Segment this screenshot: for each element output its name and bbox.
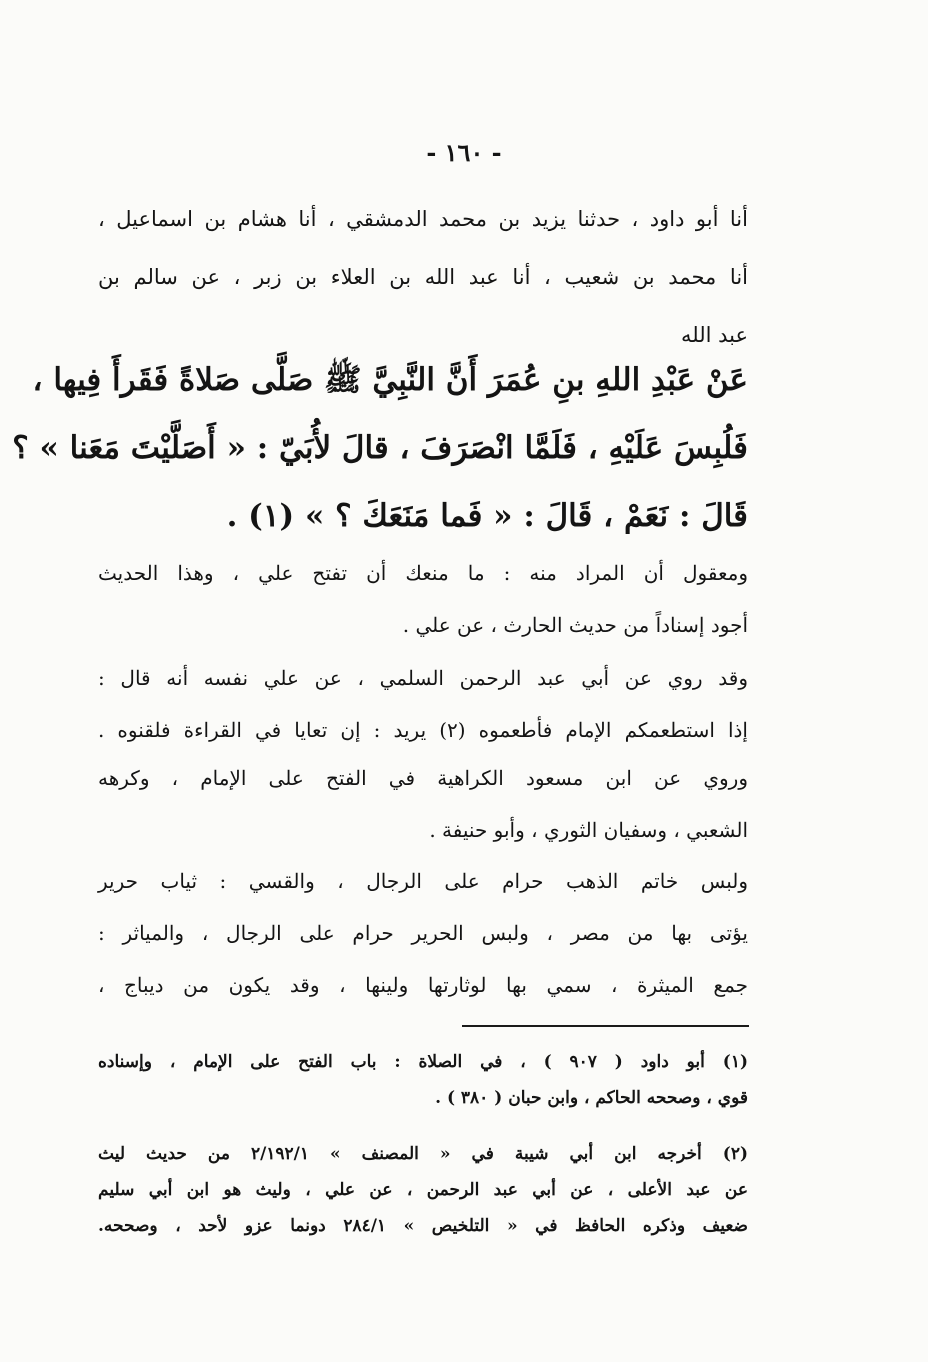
- footnote-2: [98, 1136, 748, 1244]
- paragraph-line: إذا استطعمكم الإمام فأطعموه (٢) يريد : إن تعايا في القراءة فلقنوه .: [98, 718, 748, 742]
- paragraph-line: ولبس خاتم الذهب حرام على الرجال ، والقسي : ثياب حرير: [98, 869, 748, 893]
- isnad-line: عبد الله: [680, 323, 748, 347]
- commentary-paragraph: [98, 547, 748, 651]
- footnote-line: ضعيف وذكره الحافظ في « التلخيص » ٢٨٤/١ دونما عزو لأحد ، وصححه.: [98, 1216, 748, 1236]
- paragraph-line: يؤتى بها من مصر ، ولبس الحرير حرام على الرجال ، والمياثر :: [98, 921, 748, 945]
- footnote-1: [98, 1044, 748, 1116]
- footnote-line: قوي ، وصححه الحاكم ، وابن حبان ( ٣٨٠ ) .: [435, 1088, 748, 1108]
- commentary-paragraph: [98, 652, 748, 756]
- isnad-line: أنا أبو داود ، حدثنا يزيد بن محمد الدمشقي ، أنا هشام بن اسماعيل ،: [98, 207, 748, 231]
- paragraph-line: ومعقول أن المراد منه : ما منعك أن تفتح علي ، وهذا الحديث: [98, 561, 748, 585]
- footnote-separator: [462, 1025, 749, 1027]
- commentary-paragraph: [98, 855, 748, 1011]
- paragraph-line: جمع الميثرة ، سمي بها لوثارتها ولينها ، وقد يكون من ديباج ،: [98, 973, 748, 997]
- paragraph-line: أجود إسناداً من حديث الحارث ، عن علي .: [402, 613, 748, 637]
- hadith-line: عَنْ عَبْدِ اللهِ بنِ عُمَرَ أَنَّ النَّبِيَّ ﷺ صَلَّى صَلاةً فَقَرأَ فِيها ،: [32, 362, 748, 398]
- hadith-text: [12, 346, 748, 550]
- paragraph-line: وروي عن ابن مسعود الكراهية في الفتح على الإمام ، وكرهه: [98, 766, 748, 790]
- paragraph-line: الشعبي ، وسفيان الثوري ، وأبو حنيفة .: [429, 818, 748, 842]
- page-number: - ١٦٠ -: [426, 138, 502, 167]
- footnote-line: عن عبد الأعلى ، عن أبي عبد الرحمن ، عن علي ، وليث هو ابن أبي سليم: [98, 1180, 748, 1200]
- isnad-line: أنا محمد بن شعيب ، أنا عبد الله بن العلاء بن زبر ، عن سالم بن: [98, 265, 748, 289]
- footnote-line: (٢) أخرجه ابن أبي شيبة في « المصنف » ٢/١٩٢/١ من حديث ليث: [98, 1144, 748, 1164]
- paragraph-line: وقد روي عن أبي عبد الرحمن السلمي ، عن علي نفسه أنه قال :: [98, 666, 748, 690]
- commentary-paragraph: [98, 752, 748, 856]
- hadith-line: قَالَ : نَعَمْ ، قَالَ : « فَما مَنَعَكَ ؟ » (١) .: [226, 498, 748, 534]
- isnad-chain: [98, 190, 748, 364]
- hadith-line: فَلُبِسَ عَلَيْهِ ، فَلَمَّا انْصَرَفَ ، قالَ لأُبَيّ : « أَصَلَّيْتَ مَعَنا » ؟: [12, 430, 748, 466]
- footnote-line: (١) أبو داود ( ٩٠٧ ) ، في الصلاة : باب الفتح على الإمام ، وإسناده: [98, 1052, 748, 1072]
